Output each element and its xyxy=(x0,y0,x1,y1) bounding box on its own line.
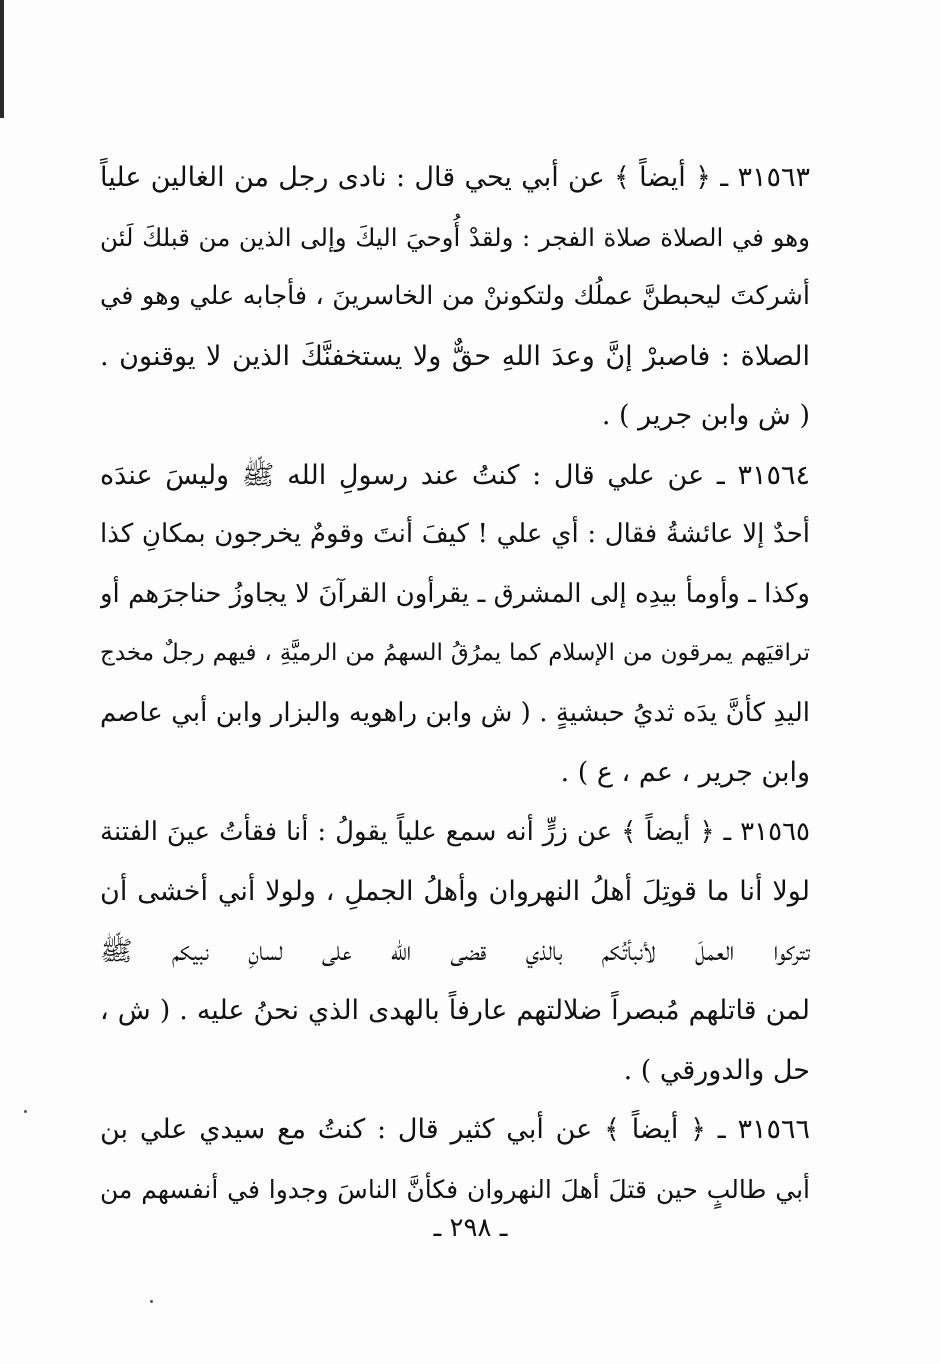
entry-31565-line: حل والدورقي ) . xyxy=(623,1054,810,1086)
entry-31566-line: أبي طالبٍ حين قتلَ أهلَ النهروان فكأنَّ الناسَ وجدوا في أنفسهم من xyxy=(100,1174,810,1204)
entry-31563-line: ٣١٥٦٣ ـ ﴿ أيضاً ﴾ عن أبي يحي قال : نادى رجل من الغالين علياً xyxy=(100,162,810,193)
scan-speck xyxy=(24,1110,27,1113)
entry-31565-line: لمن قاتلهم مُبصراً ضلالتهم عارفاً بالهدى الذي نحنُ عليه . ( ش ، xyxy=(100,995,810,1026)
page-number: ـ ٢٩٨ ـ xyxy=(433,1213,508,1243)
entry-31565-line: لولا أنا ما قوتِلَ أهلُ النهروان وأهلُ الجملِ ، ولولا أني أخشى أن xyxy=(100,876,810,907)
entry-31564-line: وكذا ـ وأومأ بيدِه إلى المشرق ـ يقرأون القرآنَ لا يجاوزُ حناجرَهم أو xyxy=(100,578,810,609)
entry-31566-line: ٣١٥٦٦ ـ ﴿ أيضاً ﴾ عن أبي كثير قال : كنتُ مع سيدي علي بن xyxy=(100,1114,810,1145)
entry-31564-line: وابن جرير ، عم ، ع ) . xyxy=(560,757,810,788)
entry-31563-line: أشركتَ ليحبطنَّ عملُك ولتكوننْ من الخاسرينَ ، فأجابه علي وهو في xyxy=(100,281,810,311)
entry-31564-line: تراقيَهم يمرقون من الإسلام كما يمرُقُ السهمُ من الرميَّةِ ، فيهم رجلٌ مخدج xyxy=(100,640,810,666)
entry-31563-line: وهو في الصلاة صلاة الفجر : ولقدْ أُوحيَ اليكَ وإلى الذين من قبلكَ لَئن xyxy=(100,222,810,252)
entry-31565-line: تتركوا العملَ لأنبأتُكم بالذي قضى الله على لسانِ نبيكم ﷺ xyxy=(100,935,810,967)
entry-31563-line: ( ش وابن جرير ) . xyxy=(601,400,810,431)
scan-speck xyxy=(150,1300,153,1303)
entry-31565-line: ٣١٥٦٥ ـ ﴿ أيضاً ﴾ عن زرٍّ أنه سمع علياً يقولُ : أنا فقأتُ عينَ الفتنة xyxy=(100,816,810,847)
scan-border-mark xyxy=(0,0,4,118)
entry-31564-line: ٣١٥٦٤ ـ عن علي قال : كنتُ عند رسولِ الله ﷺ وليسَ عندَه xyxy=(100,459,810,491)
book-text xyxy=(100,148,810,1219)
entry-31564-line: أحدٌ إلا عائشةُ فقال : أي علي ! كيفَ أنتَ وقومٌ يخرجون بمكانِ كذا xyxy=(100,519,810,549)
entry-31563-line: الصلاة : فاصبرْ إنَّ وعدَ اللهِ حقٌّ ولا يستخفنَّكَ الذين لا يوقنون . xyxy=(100,340,810,372)
entry-31564-line: اليدِ كأنَّ يدَه ثديُ حبشيةٍ . ( ش وابن راهويه والبزار وابن أبي عاصم xyxy=(100,697,810,728)
